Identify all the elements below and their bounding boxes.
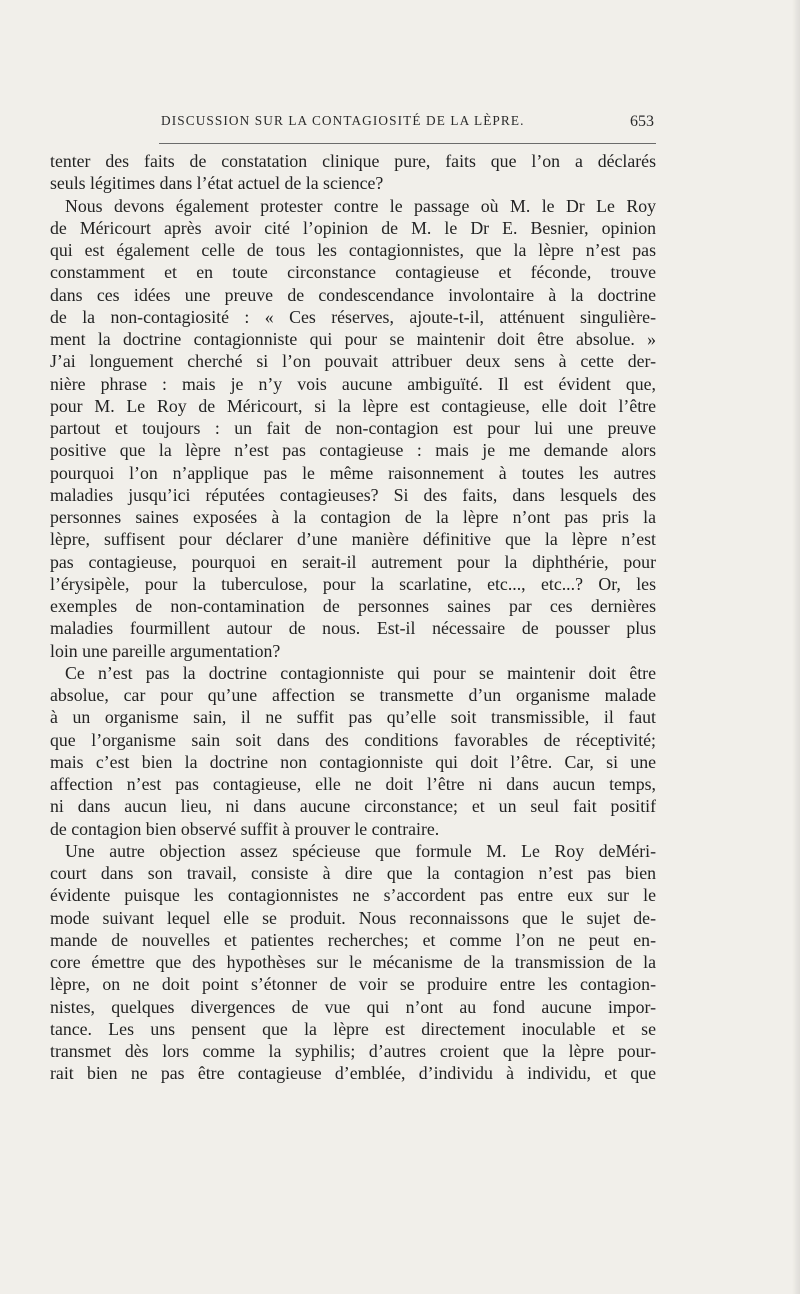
text-line: tance. Les uns pensent que la lèpre est directement inoculable et se	[50, 1018, 656, 1039]
text-line: à un organisme sain, il ne suffit pas qu’elle soit transmissible, il faut	[50, 707, 656, 728]
text-line: seuls légitimes dans l’état actuel de la science?	[50, 173, 384, 194]
text-line: mode suivant lequel elle se produit. Nous reconnaissons que le sujet de-	[50, 907, 656, 928]
body-text	[50, 150, 656, 1085]
text-line: mais c’est bien la doctrine non contagionniste qui doit l’être. Car, si une	[50, 751, 656, 772]
text-line: l’érysipèle, pour la tuberculose, pour la scarlatine, etc..., etc...? Or, les	[50, 573, 656, 594]
text-line: partout et toujours : un fait de non-contagion est pour lui une preuve	[50, 418, 656, 438]
text-line: de contagion bien observé suffit à prouver le contraire.	[50, 818, 440, 839]
text-line: pour M. Le Roy de Méricourt, si la lèpre est contagieuse, elle doit l’être	[50, 395, 656, 416]
text-line: personnes saines exposées à la contagion de la lèpre n’ont pas pris la	[50, 507, 656, 527]
text-line: Nous devons également protester contre le passage où M. le Dr Le Roy	[65, 195, 656, 216]
text-line: pourquoi l’on n’applique pas le même raisonnement à toutes les autres	[50, 462, 656, 483]
page-edge-shadow	[792, 0, 800, 1294]
text-line: affection n’est pas contagieuse, elle ne doit l’être ni dans aucun temps,	[50, 774, 656, 794]
text-line: ment la doctrine contagionniste qui pour se maintenir doit être absolue. »	[50, 329, 656, 349]
header-title: DISCUSSION SUR LA CONTAGIOSITÉ DE LA LÈPRE.	[161, 113, 525, 128]
text-line: Une autre objection assez spécieuse que formule M. Le Roy deMéri-	[65, 840, 656, 861]
running-header	[161, 113, 654, 133]
text-line: nière phrase : mais je n’y vois aucune ambiguïté. Il est évident que,	[50, 373, 656, 394]
text-line: positive que la lèpre n’est pas contagieuse : mais je me demande alors	[50, 440, 656, 461]
page-number: 653	[630, 113, 654, 130]
text-line: tenter des faits de constatation clinique pure, faits que l’on a déclarés	[50, 151, 656, 171]
text-line: court dans son travail, consiste à dire que la contagion n’est pas bien	[50, 863, 656, 883]
text-line: ni dans aucun lieu, ni dans aucune circonstance; et un seul fait positif	[50, 796, 656, 817]
text-line: maladies fourmillent autour de nous. Est-il nécessaire de pousser plus	[50, 618, 656, 639]
text-line: transmet dès lors comme la syphilis; d’autres croient que la lèpre pour-	[50, 1041, 656, 1061]
text-line: mande de nouvelles et patientes recherches; et comme l’on ne peut en-	[50, 929, 656, 950]
text-line: pas contagieuse, pourquoi en serait-il autrement pour la diphthérie, pour	[50, 551, 656, 572]
text-line: core émettre que des hypothèses sur le mécanisme de la transmission de la	[50, 952, 656, 972]
text-line: qui est également celle de tous les contagionnistes, que la lèpre n’est pas	[50, 240, 656, 260]
text-line: que l’organisme sain soit dans des conditions favorables de réceptivité;	[50, 729, 656, 750]
text-line: de Méricourt après avoir cité l’opinion de M. le Dr E. Besnier, opinion	[50, 217, 656, 238]
text-line: lèpre, on ne doit point s’étonner de voir se produire entre les contagion-	[50, 974, 656, 995]
text-line: constamment et en toute circonstance contagieuse et féconde, trouve	[50, 262, 656, 283]
text-line: exemples de non-contamination de personnes saines par ces dernières	[50, 596, 656, 616]
text-line: absolue, car pour qu’une affection se transmette d’un organisme malade	[50, 685, 656, 705]
text-line: dans ces idées une preuve de condescendance involontaire à la doctrine	[50, 284, 656, 305]
text-line: rait bien ne pas être contagieuse d’emblée, d’individu à individu, et que	[50, 1063, 656, 1084]
text-line: lèpre, suffisent pour déclarer d’une manière définitive que la lèpre n’est	[50, 529, 656, 550]
text-line: évidente puisque les contagionnistes ne s’accordent pas entre eux sur le	[50, 885, 656, 906]
text-line: Ce n’est pas la doctrine contagionniste qui pour se maintenir doit être	[65, 662, 656, 683]
text-line: J’ai longuement cherché si l’on pouvait attribuer deux sens à cette der-	[50, 351, 656, 372]
header-rule	[159, 143, 656, 144]
text-line: de la non-contagiosité : « Ces réserves, ajoute-t-il, atténuent singulière-	[50, 306, 656, 327]
text-line: nistes, quelques divergences de vue qui n’ont au fond aucune impor-	[50, 996, 656, 1017]
text-line: maladies jusqu’ici réputées contagieuses? Si des faits, dans lesquels des	[50, 484, 656, 505]
text-line: loin une pareille argumentation?	[50, 640, 281, 661]
